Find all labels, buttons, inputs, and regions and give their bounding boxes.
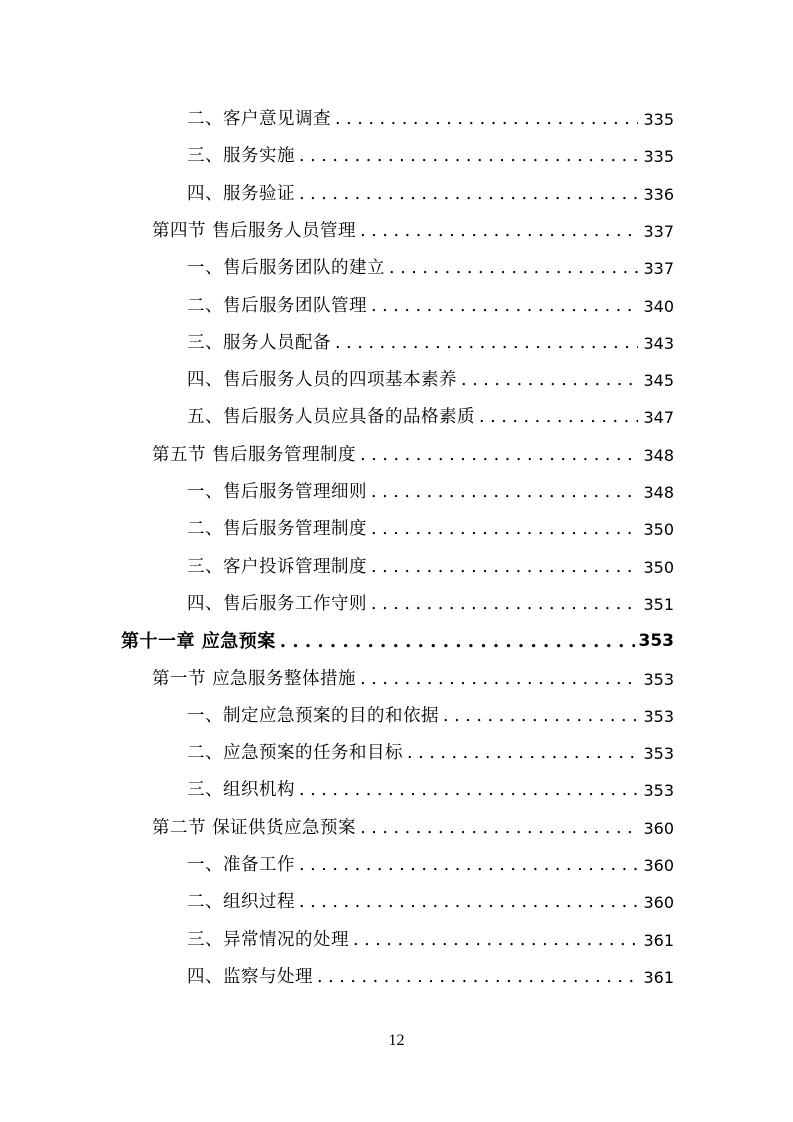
leader-dots xyxy=(299,772,638,809)
toc-entry[interactable] xyxy=(187,325,674,362)
toc-entry-title: 三、组织机构 xyxy=(187,780,295,801)
toc-entry-title: 第二节 保证供货应急预案 xyxy=(152,817,357,838)
toc-entry[interactable] xyxy=(187,884,674,921)
leader-dots xyxy=(335,325,638,362)
toc-entry-page: 353 xyxy=(643,669,674,689)
toc-entry-title: 三、服务实施 xyxy=(187,146,295,167)
leader-dots xyxy=(360,810,638,847)
toc-entry-title: 第十一章 应急预案 xyxy=(121,631,276,653)
leader-dots xyxy=(407,735,638,772)
leader-dots xyxy=(389,250,638,287)
toc-entry-title: 四、监察与处理 xyxy=(187,966,313,987)
leader-dots xyxy=(360,437,638,474)
toc-entry-title: 第四节 售后服务人员管理 xyxy=(152,220,357,241)
toc-entry-page: 335 xyxy=(643,147,674,167)
toc-entry[interactable] xyxy=(187,176,674,213)
toc-entry[interactable] xyxy=(187,959,674,996)
toc-entry-page: 337 xyxy=(643,259,674,279)
toc-entry-title: 三、服务人员配备 xyxy=(187,332,331,353)
toc-entry[interactable] xyxy=(187,549,674,586)
leader-dots xyxy=(360,213,638,250)
toc-entry-page: 350 xyxy=(643,520,674,540)
toc-entry-title: 一、售后服务团队的建立 xyxy=(187,258,385,279)
toc-entry[interactable] xyxy=(187,250,674,287)
toc-entry[interactable] xyxy=(187,847,674,884)
toc-entry-page: 343 xyxy=(643,333,674,353)
toc-entry-title: 二、组织过程 xyxy=(187,892,295,913)
leader-dots xyxy=(371,586,638,623)
toc-entry[interactable] xyxy=(152,661,674,698)
toc-entry-page: 348 xyxy=(643,483,674,502)
toc-entry[interactable] xyxy=(152,213,674,250)
leader-dots xyxy=(299,176,638,213)
toc-entry-page: 336 xyxy=(643,184,674,204)
leader-dots xyxy=(299,138,638,175)
toc-entry[interactable] xyxy=(187,138,674,175)
leader-dots xyxy=(353,922,638,959)
toc-entry-page: 340 xyxy=(643,296,674,316)
leader-dots xyxy=(335,101,638,138)
toc-entry-page: 353 xyxy=(638,631,674,652)
toc-entry-title: 二、应急预案的任务和目标 xyxy=(187,743,403,764)
toc-entry-page: 353 xyxy=(643,781,674,801)
toc-entry-page: 337 xyxy=(643,221,674,241)
toc-entry-page: 360 xyxy=(643,893,674,913)
toc-entry-title: 二、售后服务团队管理 xyxy=(187,295,367,316)
toc-entry[interactable] xyxy=(187,772,674,809)
toc-entry-title: 四、售后服务工作守则 xyxy=(187,593,367,614)
toc-entry-page: 345 xyxy=(643,371,674,391)
leader-dots xyxy=(371,549,638,586)
toc-entry-title: 一、售后服务管理细则 xyxy=(187,482,367,502)
toc-entry-page: 361 xyxy=(643,967,674,987)
leader-dots xyxy=(280,623,635,660)
toc-entry-title: 二、售后服务管理制度 xyxy=(187,519,367,540)
leader-dots xyxy=(443,698,638,735)
toc-entry[interactable] xyxy=(187,288,674,325)
toc-entry[interactable] xyxy=(152,437,674,474)
toc-entry-page: 360 xyxy=(643,856,674,875)
toc-entry-page: 335 xyxy=(643,110,674,129)
toc-entry[interactable] xyxy=(187,511,674,548)
toc-chapter-entry[interactable] xyxy=(121,623,674,660)
toc-entry-title: 三、异常情况的处理 xyxy=(187,929,349,950)
toc-entry[interactable] xyxy=(187,474,674,511)
toc-entry[interactable] xyxy=(187,586,674,623)
leader-dots xyxy=(299,884,638,921)
toc-entry-page: 351 xyxy=(643,594,674,614)
toc-entry[interactable] xyxy=(187,735,674,772)
toc-entry-page: 360 xyxy=(643,818,674,838)
leader-dots xyxy=(371,288,638,325)
toc-entry[interactable] xyxy=(187,922,674,959)
toc-entry[interactable] xyxy=(187,399,674,436)
toc-entry-page: 347 xyxy=(643,408,674,428)
toc-entry-title: 一、准备工作 xyxy=(187,855,295,875)
leader-dots xyxy=(299,847,638,884)
leader-dots xyxy=(317,959,638,996)
toc-entry[interactable] xyxy=(187,362,674,399)
toc-entry-title: 三、客户投诉管理制度 xyxy=(187,556,367,577)
leader-dots xyxy=(360,661,638,698)
toc-entry-title: 四、服务验证 xyxy=(187,183,295,204)
toc-entry-title: 第一节 应急服务整体措施 xyxy=(152,668,357,689)
leader-dots xyxy=(371,474,638,511)
toc-entry[interactable] xyxy=(152,810,674,847)
toc-entry-page: 361 xyxy=(643,930,674,950)
toc-entry-title: 四、售后服务人员的四项基本素养 xyxy=(187,370,457,391)
leader-dots xyxy=(371,511,638,548)
toc-entry-page: 353 xyxy=(643,706,674,726)
toc-entry-title: 五、售后服务人员应具备的品格素质 xyxy=(187,407,475,428)
toc-entry-title: 第五节 售后服务管理制度 xyxy=(152,444,357,465)
toc-entry[interactable] xyxy=(187,101,674,138)
toc-entry-page: 353 xyxy=(643,744,674,764)
toc-entry[interactable] xyxy=(187,698,674,735)
leader-dots xyxy=(479,399,638,436)
toc-entry-page: 348 xyxy=(643,445,674,465)
toc-entry-title: 一、制定应急预案的目的和依据 xyxy=(187,705,439,726)
leader-dots xyxy=(461,362,638,399)
toc-entry-page: 350 xyxy=(643,557,674,577)
toc-entry-title: 二、客户意见调查 xyxy=(187,109,331,129)
page-number: 12 xyxy=(388,1032,405,1049)
